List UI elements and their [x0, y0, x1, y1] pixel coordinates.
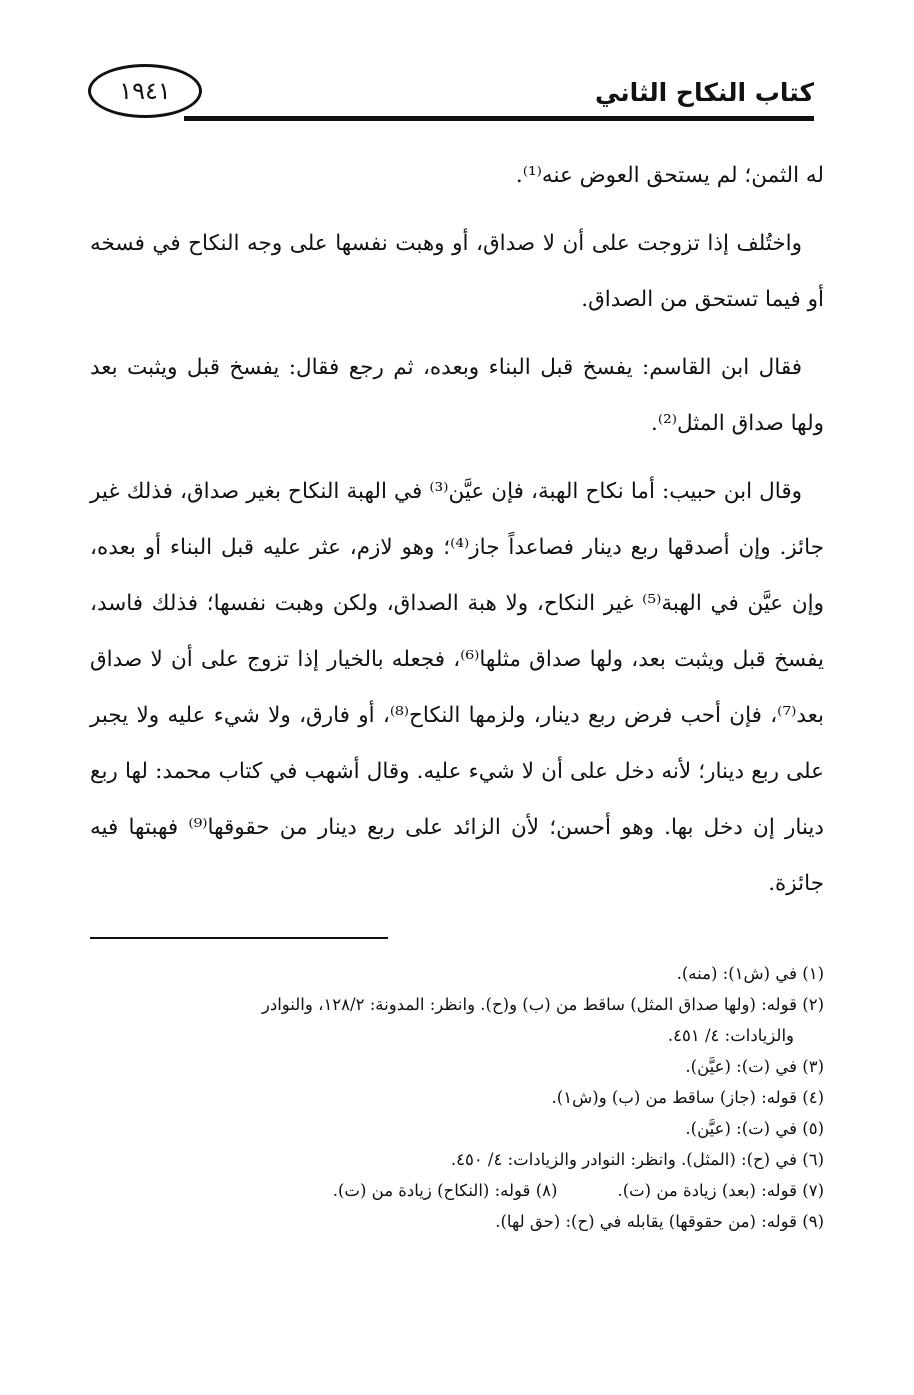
page-number-badge: ١٩٤١ — [88, 64, 202, 118]
main-text — [90, 148, 824, 924]
footnote-5: (٥) في (ت): (عيَّن). — [685, 1119, 824, 1138]
footnote-8: (٨) قوله: (النكاح) زيادة من (ت). — [332, 1181, 558, 1200]
page-header — [88, 62, 814, 122]
footnote-3: (٣) في (ت): (عيَّن). — [685, 1057, 824, 1076]
footnotes — [90, 958, 824, 1237]
footnote-2: (٢) قوله: (ولها صداق المثل) ساقط من (ب) و(ح). وانظر: المدونة: ١٢٨/٢، والنوادر — [261, 995, 824, 1014]
footnote-9: (٩) قوله: (من حقوقها) يقابله في (ح): (حق لها). — [495, 1212, 824, 1231]
footnote-1: (١) في (ش١): (منه). — [676, 964, 824, 983]
paragraph-2: واختُلف إذا تزوجت على أن لا صداق، أو وهبت نفسها على وجه النكاح في فسخه أو فيما تستحق من الصداق. — [90, 231, 824, 312]
footnote-4: (٤) قوله: (جاز) ساقط من (ب) و(ش١). — [551, 1088, 824, 1107]
paragraph-1: له الثمن؛ لم يستحق العوض عنه⁽¹⁾. — [515, 163, 824, 188]
paragraph-3: فقال ابن القاسم: يفسخ قبل البناء وبعده، ثم رجع فقال: يفسخ قبل ويثبت بعد ولها صداق المثل⁽²⁾. — [90, 355, 824, 436]
header-rule — [184, 116, 814, 121]
footnote-7: (٧) قوله: (بعد) زيادة من (ت). — [617, 1181, 824, 1200]
footnote-row-7-8 — [90, 1175, 824, 1206]
footnote-2-continuation: والزيادات: ٤/ ٤٥١. — [667, 1026, 794, 1045]
paragraph-4: وقال ابن حبيب: أما نكاح الهبة، فإن عيَّن⁽³⁾ في الهبة النكاح بغير صداق، فذلك غير جائز. وإن أصدقها ربع دينار فصاعداً جاز⁽⁴⁾؛ وهو لازم، عثر عليه قبل البناء أو بعده، وإن عيَّن في الهبة⁽⁵⁾ غير النكاح، ولا هبة الصداق، ولكن وهبت نفسها؛ فذلك فاسد، يفسخ قبل ويثبت بعد، ولها صداق مثلها⁽⁶⁾، فجعله بالخيار إذا تزوج على أن لا صداق بعد⁽⁷⁾، فإن أحب فرض ربع دينار، ولزمها النكاح⁽⁸⁾، أو فارق، ولا شيء عليه ولا يجبر على ربع دينار؛ لأنه دخل على أن لا شيء عليه. وقال أشهب في كتاب محمد: لها ربع دينار إن دخل بها. وهو أحسن؛ لأن الزائد على ربع دينار من حقوقها⁽⁹⁾ فهبتها فيه جائزة. — [90, 479, 825, 896]
running-title: كتاب النكاح الثاني — [595, 78, 814, 107]
footnote-6: (٦) في (ح): (المثل). وانظر: النوادر والزيادات: ٤/ ٤٥٠. — [450, 1150, 824, 1169]
footnote-separator — [90, 937, 388, 939]
